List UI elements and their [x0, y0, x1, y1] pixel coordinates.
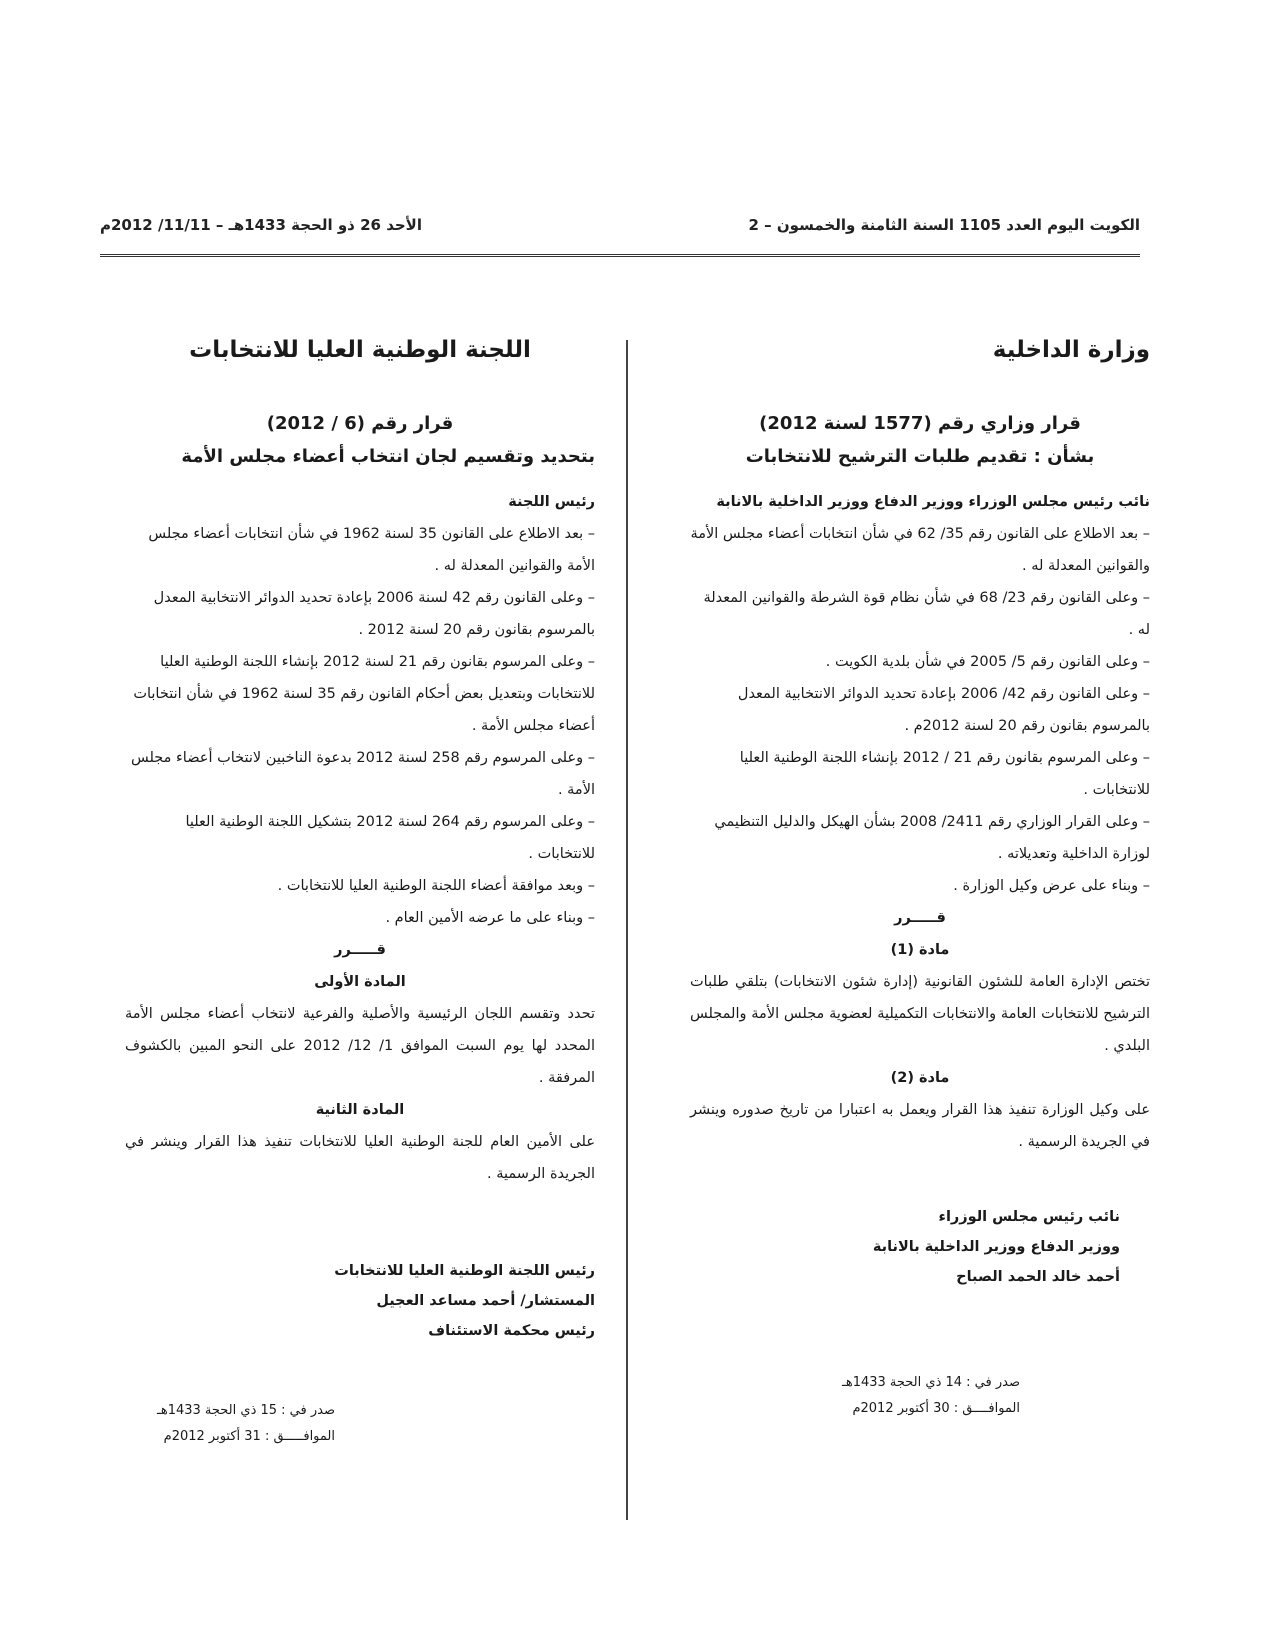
decides-heading: قـــــرر	[334, 942, 386, 958]
signature-line: نائب رئيس مجلس الوزراء	[938, 1209, 1120, 1225]
committee-column	[125, 330, 595, 1450]
issued-gregorian: الموافـــــق : 31 أكتوبر 2012م	[163, 1429, 335, 1444]
ministry-heading: وزارة الداخلية	[992, 337, 1150, 363]
signature-line: ووزير الدفاع ووزير الداخلية بالانابة	[872, 1239, 1120, 1255]
preamble-clause: – وعلى القانون رقم 5/ 2005 في شأن بلدية الكويت .	[825, 654, 1150, 670]
signature-line: رئيس محكمة الاستئناف	[428, 1323, 595, 1339]
preamble-clause: – وعلى القانون رقم 42/ 2006 بإعادة تحديد الدوائر الانتخابية المعدل بالمرسوم بقانون رقم 20 لسنة 2012م .	[737, 686, 1150, 734]
issued-hijri: صدر في : 14 ذي الحجة 1433هـ	[842, 1375, 1020, 1390]
ministry-column	[690, 330, 1150, 1422]
signature-block	[690, 1202, 1120, 1292]
preamble-clause: – وعلى المرسوم رقم 264 لسنة 2012 بتشكيل اللجنة الوطنية العليا للانتخابات .	[185, 814, 595, 862]
issued-gregorian: الموافــــق : 30 أكتوبر 2012م	[852, 1401, 1020, 1416]
preamble-clause: – وبعد موافقة أعضاء اللجنة الوطنية العليا للانتخابات .	[277, 878, 595, 894]
decree-title: قرار وزاري رقم (1577 لسنة 2012)	[759, 413, 1081, 434]
preamble-clause: – وعلى المرسوم بقانون رقم 21 / 2012 بإنشاء اللجنة الوطنية العليا للانتخابات .	[739, 750, 1150, 798]
issue-date: الأحد 26 ذو الحجة 1433هـ – 11/11/ 2012م	[100, 216, 422, 234]
preamble-clause: – وعلى القانون رقم 23/ 68 في شأن نظام قوة الشرطة والقوانين المعدلة له .	[703, 590, 1150, 638]
issue-info: الكويت اليوم العدد 1105 السنة الثامنة والخمسون – 2	[748, 216, 1140, 234]
column-divider	[626, 340, 628, 1520]
article-body: على وكيل الوزارة تنفيذ هذا القرار ويعمل به اعتبارا من تاريخ صدوره وينشر في الجريدة الرسمية .	[690, 1102, 1150, 1150]
issuer-title: نائب رئيس مجلس الوزراء ووزير الدفاع ووزير الداخلية بالانابة	[716, 494, 1150, 510]
issued-date-block	[690, 1370, 1020, 1422]
preamble-clause: – بعد الاطلاع على القانون 35 لسنة 1962 في شأن انتخابات أعضاء مجلس الأمة والقوانين المعدلة له .	[148, 526, 595, 574]
article-title: مادة (1)	[890, 942, 950, 958]
committee-heading: اللجنة الوطنية العليا للانتخابات	[189, 337, 531, 363]
decree-subject: بتحديد وتقسيم لجان انتخاب أعضاء مجلس الأمة	[181, 446, 595, 467]
issuer-title: رئيس اللجنة	[508, 494, 595, 510]
signature-line: رئيس اللجنة الوطنية العليا للانتخابات	[334, 1263, 595, 1279]
running-header	[100, 216, 1140, 246]
decree-subject: بشأن : تقديم طلبات الترشيح للانتخابات	[745, 446, 1095, 467]
issued-hijri: صدر في : 15 ذي الحجة 1433هـ	[157, 1403, 335, 1418]
header-rule	[100, 254, 1140, 257]
article-title: مادة (2)	[890, 1070, 950, 1086]
decree-title: قرار رقم (6 / 2012)	[266, 413, 454, 434]
article-body: على الأمين العام للجنة الوطنية العليا للانتخابات تنفيذ هذا القرار وينشر في الجريدة الرسمية .	[125, 1134, 595, 1182]
preamble-clause: – وبناء على عرض وكيل الوزارة .	[953, 878, 1150, 894]
preamble-clause: – وعلى المرسوم بقانون رقم 21 لسنة 2012 بإنشاء اللجنة الوطنية العليا للانتخابات وبتعديل بعض أحكام القانون رقم 35 لسنة 1962 في شأن انتخابات أعضاء مجلس الأمة .	[133, 654, 595, 734]
preamble-clause: – وعلى المرسوم رقم 258 لسنة 2012 بدعوة الناخبين لانتخاب أعضاء مجلس الأمة .	[130, 750, 595, 798]
preamble-clause: – وعلى القرار الوزاري رقم 2411/ 2008 بشأن الهيكل والدليل التنظيمي لوزارة الداخلية وتعديلاته .	[714, 814, 1150, 862]
preamble-clause: – وعلى القانون رقم 42 لسنة 2006 بإعادة تحديد الدوائر الانتخابية المعدل بالمرسوم بقانون رقم 20 لسنة 2012 .	[153, 590, 595, 638]
signature-name: أحمد خالد الحمد الصباح	[956, 1269, 1120, 1285]
signature-block	[125, 1256, 595, 1346]
decides-heading: قـــــرر	[894, 910, 946, 926]
signature-name: المستشار/ أحمد مساعد العجيل	[376, 1293, 595, 1309]
preamble-clause: – وبناء على ما عرضه الأمين العام .	[385, 910, 595, 926]
article-body: تختص الإدارة العامة للشئون القانونية (إدارة شئون الانتخابات) بتلقي طلبات الترشيح للانتخابات العامة والانتخابات التكميلية لعضوية مجلس الأمة والمجلس البلدي .	[690, 974, 1150, 1054]
preamble-clause: – بعد الاطلاع على القانون رقم 35/ 62 في شأن انتخابات أعضاء مجلس الأمة والقوانين المعدلة له .	[690, 526, 1150, 574]
issued-date-block	[125, 1398, 335, 1450]
article-title: المادة الثانية	[315, 1102, 405, 1118]
article-body: تحدد وتقسم اللجان الرئيسية والأصلية والفرعية لانتخاب أعضاء مجلس الأمة المحدد لها يوم السبت الموافق 1/ 12/ 2012 على النحو المبين بالكشوف المرفقة .	[125, 1006, 596, 1086]
article-title: المادة الأولى	[314, 974, 406, 990]
